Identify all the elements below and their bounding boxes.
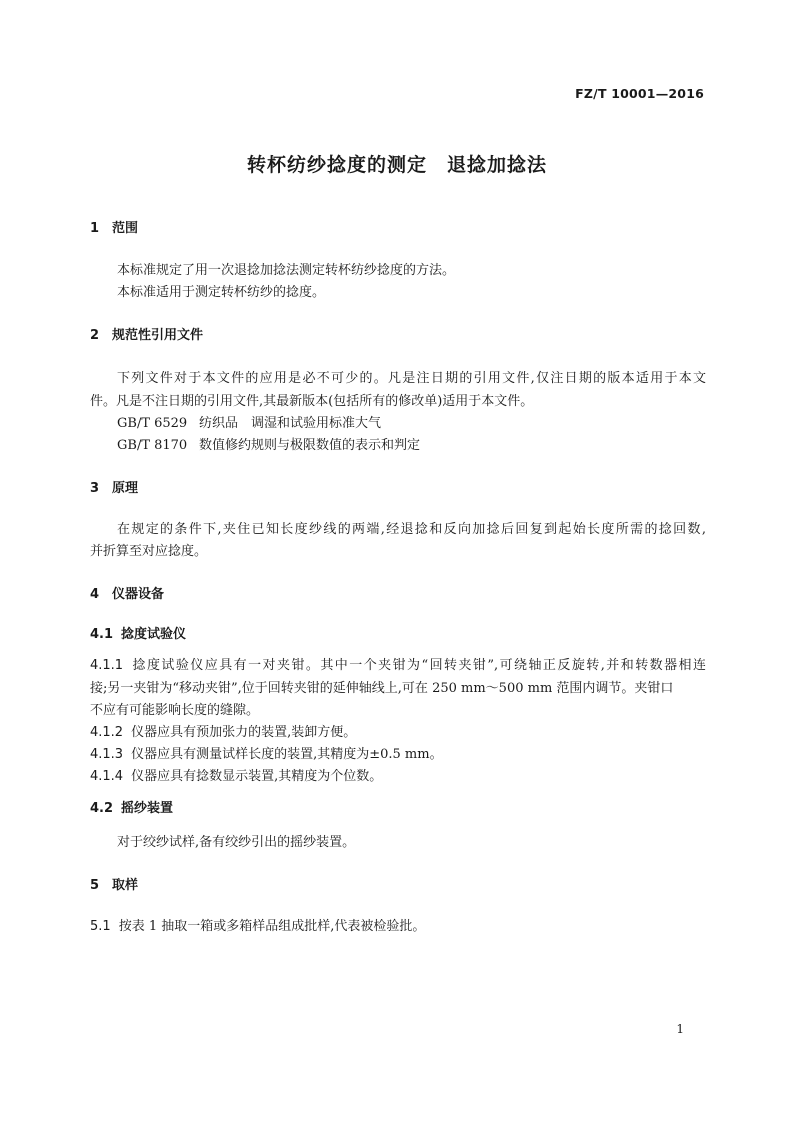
document-title: 转杯纺纱捻度的测定 退捻加捻法 [246, 154, 547, 176]
subsection-4-1-heading [90, 626, 186, 644]
standard-number: FZ/T 10001—2016 [575, 86, 704, 101]
clause-4-1-1-line3: 不应有可能影响长度的缝隙。 [90, 703, 260, 718]
clause-number: 4.1.4 [90, 769, 124, 784]
subsection-number: 4.2 [90, 801, 114, 816]
subsection-4-2-heading [90, 800, 173, 818]
section-number: 3 [90, 481, 100, 496]
section-5-heading [90, 877, 138, 895]
clause-4-1-1-line2: 接;另一夹钳为“移动夹钳”,位于回转夹钳的延伸轴线上,可在 250 mm～500 mm 范围内调节。夹钳口 [90, 681, 674, 696]
clause-text: 仪器应具有捻数显示装置,其精度为个位数。 [131, 769, 383, 784]
reference-item [117, 415, 381, 433]
reference-item [117, 437, 420, 455]
paragraph-line: 在规定的条件下,夹住已知长度纱线的两端,经退捻和反向加捻后回复到起始长度所需的捻回数, [117, 522, 706, 537]
section-title: 仪器设备 [112, 587, 165, 602]
clause-number: 5.1 [90, 919, 111, 934]
paragraph: 对于绞纱试样,备有绞纱引出的摇纱装置。 [117, 835, 356, 850]
reference-title: 数值修约规则与极限数值的表示和判定 [199, 438, 421, 453]
reference-title: 纺织品 调湿和试验用标准大气 [199, 416, 382, 431]
paragraph-line: 并折算至对应捻度。 [90, 544, 208, 559]
section-4-heading [90, 586, 164, 604]
page-number: 1 [676, 1022, 684, 1036]
clause-4-1-1-line1 [90, 657, 706, 675]
section-title: 规范性引用文件 [112, 328, 204, 343]
section-title: 原理 [112, 481, 139, 496]
clause-text: 仪器应具有预加张力的装置,装卸方便。 [131, 725, 357, 740]
section-title: 取样 [112, 878, 139, 893]
clause-text: 捻度试验仪应具有一对夹钳。其中一个夹钳为“回转夹钳”,可绕轴正反旋转,并和转数器相连 [131, 658, 706, 673]
paragraph: 本标准适用于测定转杯纺纱的捻度。 [117, 285, 326, 300]
section-2-heading [90, 327, 203, 345]
clause-number: 4.1.1 [90, 658, 124, 673]
clause-4-1-2 [90, 724, 356, 742]
clause-4-1-3 [90, 746, 443, 764]
paragraph: 本标准规定了用一次退捻加捻法测定转杯纺纱捻度的方法。 [117, 263, 456, 278]
clause-text: 仪器应具有测量试样长度的装置,其精度为±0.5 mm。 [131, 747, 443, 762]
section-number: 5 [90, 878, 100, 893]
paragraph-line: 下列文件对于本文件的应用是必不可少的。凡是注日期的引用文件,仅注日期的版本适用于本文 [117, 371, 706, 386]
section-number: 1 [90, 221, 100, 236]
clause-5-1 [90, 918, 425, 936]
subsection-number: 4.1 [90, 627, 114, 642]
section-number: 2 [90, 328, 100, 343]
section-1-heading [90, 220, 138, 238]
clause-text: 按表 1 抽取一箱或多箱样品组成批样,代表被检验批。 [118, 919, 426, 934]
subsection-title: 捻度试验仪 [121, 627, 187, 642]
subsection-title: 摇纱装置 [121, 801, 174, 816]
section-number: 4 [90, 587, 100, 602]
section-title: 范围 [112, 221, 139, 236]
clause-number: 4.1.2 [90, 725, 124, 740]
clause-4-1-4 [90, 768, 382, 786]
clause-number: 4.1.3 [90, 747, 124, 762]
reference-code: GB/T 8170 [117, 438, 188, 453]
paragraph-line: 件。凡是不注日期的引用文件,其最新版本(包括所有的修改单)适用于本文件。 [90, 394, 534, 409]
reference-code: GB/T 6529 [117, 416, 188, 431]
section-3-heading [90, 480, 138, 498]
